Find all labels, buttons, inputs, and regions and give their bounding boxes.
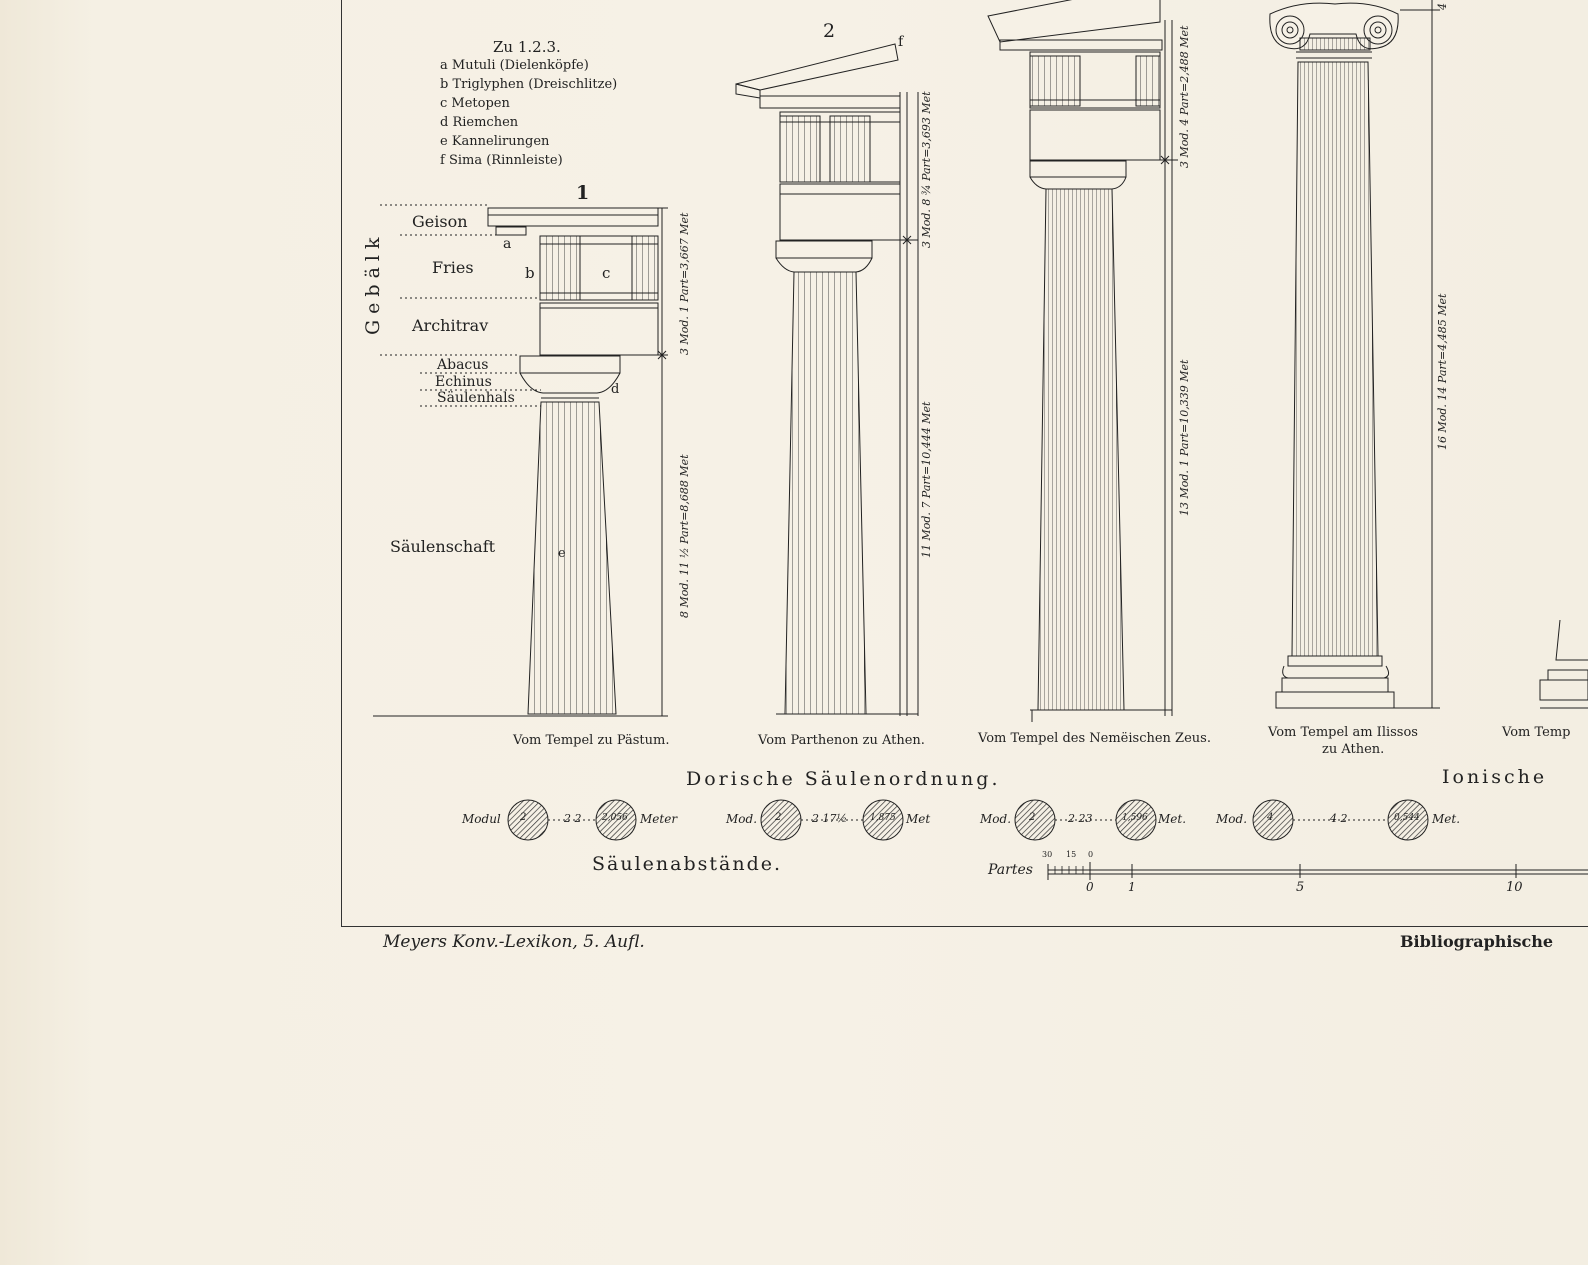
scale-minor-tick-label: 15: [1066, 850, 1077, 859]
spacing-right-label: Meter: [640, 812, 678, 826]
caption-column-3: Vom Tempel des Nemëischen Zeus.: [978, 731, 1211, 746]
spacing-center-label: 2 23: [1068, 812, 1093, 825]
caption-column-4-line2: zu Athen.: [1322, 742, 1385, 757]
label-architrav: Architrav: [412, 316, 489, 335]
label-abacus: Abacus: [437, 357, 489, 373]
spacing-right-label: Met: [906, 812, 931, 826]
dimension-c3-lower: 13 Mod. 1 Part=10,339 Met: [1178, 359, 1191, 516]
letter-e: e: [558, 546, 566, 561]
footer-publication: Meyers Konv.-Lexikon, 5. Aufl.: [383, 932, 645, 952]
spacing-center-label: 2 17½: [812, 812, 848, 825]
figure-number-2: 2: [823, 20, 836, 42]
title-doric-order: Dorische Säulenordnung.: [686, 768, 1001, 790]
caption-column-5: Vom Temp: [1502, 725, 1571, 740]
legend-item: d Riemchen: [440, 115, 519, 130]
spacing-center-label: 2 2: [564, 812, 582, 825]
column-2-drawing: [736, 44, 918, 716]
scale-minor-tick-label: 0: [1088, 850, 1094, 859]
spacing-circle-value: 4: [1267, 812, 1274, 823]
letter-c: c: [602, 264, 611, 282]
scale-tick-label: 5: [1296, 880, 1305, 895]
column-1-drawing: [373, 205, 668, 716]
legend-item: b Triglyphen (Dreischlitze): [440, 77, 618, 92]
dimension-c4-top: 4: [1436, 3, 1449, 10]
spacing-circle-value: 2: [775, 812, 782, 823]
spacing-circle-value: 2: [1029, 812, 1036, 823]
letter-b: b: [525, 264, 535, 282]
spacing-circle-value: 2: [520, 812, 527, 823]
title-ionic-order: Ionische: [1442, 766, 1548, 788]
legend-item: a Mutuli (Dielenköpfe): [440, 58, 589, 73]
caption-column-2: Vom Parthenon zu Athen.: [758, 733, 925, 748]
scale-tick-label: 10: [1506, 880, 1523, 895]
spacing-circle-value: 0,544: [1394, 813, 1420, 823]
spacing-left-label: Modul: [462, 812, 501, 826]
legend-item: f Sima (Rinnleiste): [440, 153, 563, 168]
partes-scale-bar: [1048, 862, 1588, 880]
dimension-c2-lower: 11 Mod. 7 Part=10,444 Met: [920, 401, 933, 558]
letter-f: f: [898, 34, 904, 50]
spacing-circle-value: 1,596: [1122, 813, 1148, 823]
spacing-circle: [508, 800, 548, 840]
caption-column-4-line1: Vom Tempel am Ilissos: [1268, 725, 1418, 740]
label-saeulenhals: Säulenhals: [437, 390, 515, 406]
scale-tick-label: 0: [1086, 880, 1094, 894]
spacing-left-label: Mod.: [1216, 812, 1248, 826]
legend-title: Zu 1.2.3.: [493, 38, 561, 56]
dimension-c1-upper: 3 Mod. 1 Part=3,667 Met: [678, 212, 691, 355]
spacing-center-label: 4 2: [1330, 812, 1348, 825]
spacing-title: Säulenabstände.: [592, 853, 783, 875]
caption-column-1: Vom Tempel zu Pästum.: [513, 733, 670, 748]
legend-item: e Kannelirungen: [440, 134, 550, 149]
figure-number-1: 1: [576, 182, 590, 204]
dimension-c4-main: 16 Mod. 14 Part=4,485 Met: [1436, 293, 1449, 450]
column-5-partial: [1540, 620, 1588, 708]
spacing-circle-value: 2,056: [602, 813, 628, 823]
column-3-drawing: [988, 0, 1178, 722]
label-geison: Geison: [412, 212, 468, 231]
letter-a: a: [503, 236, 512, 252]
label-fries: Fries: [432, 258, 474, 277]
footer-publisher: Bibliographische: [1400, 932, 1554, 951]
legend-item: c Metopen: [440, 96, 510, 111]
spacing-right-label: Met.: [1432, 812, 1461, 826]
letter-d: d: [611, 382, 620, 397]
spacing-left-label: Mod.: [726, 812, 758, 826]
label-echinus: Echinus: [435, 374, 492, 390]
spacing-circle-value: 1,875: [870, 813, 896, 823]
dimension-c1-lower: 8 Mod. 11 ½ Part=8,688 Met: [678, 454, 691, 618]
spacing-left-label: Mod.: [980, 812, 1012, 826]
spacing-right-label: Met.: [1158, 812, 1187, 826]
column-4-drawing: [1270, 0, 1440, 708]
scale-tick-label: 1: [1128, 880, 1136, 894]
label-saeulenschaft: Säulenschaft: [390, 537, 496, 556]
dimension-c2-upper: 3 Mod. 8 ¾ Part=3,693 Met: [920, 91, 933, 248]
scale-label: Partes: [988, 862, 1033, 878]
label-gebaelk: Gebälk: [362, 231, 384, 335]
dimension-c3-upper: 3 Mod. 4 Part=2,488 Met: [1178, 25, 1191, 168]
scale-minor-tick-label: 30: [1042, 850, 1053, 859]
